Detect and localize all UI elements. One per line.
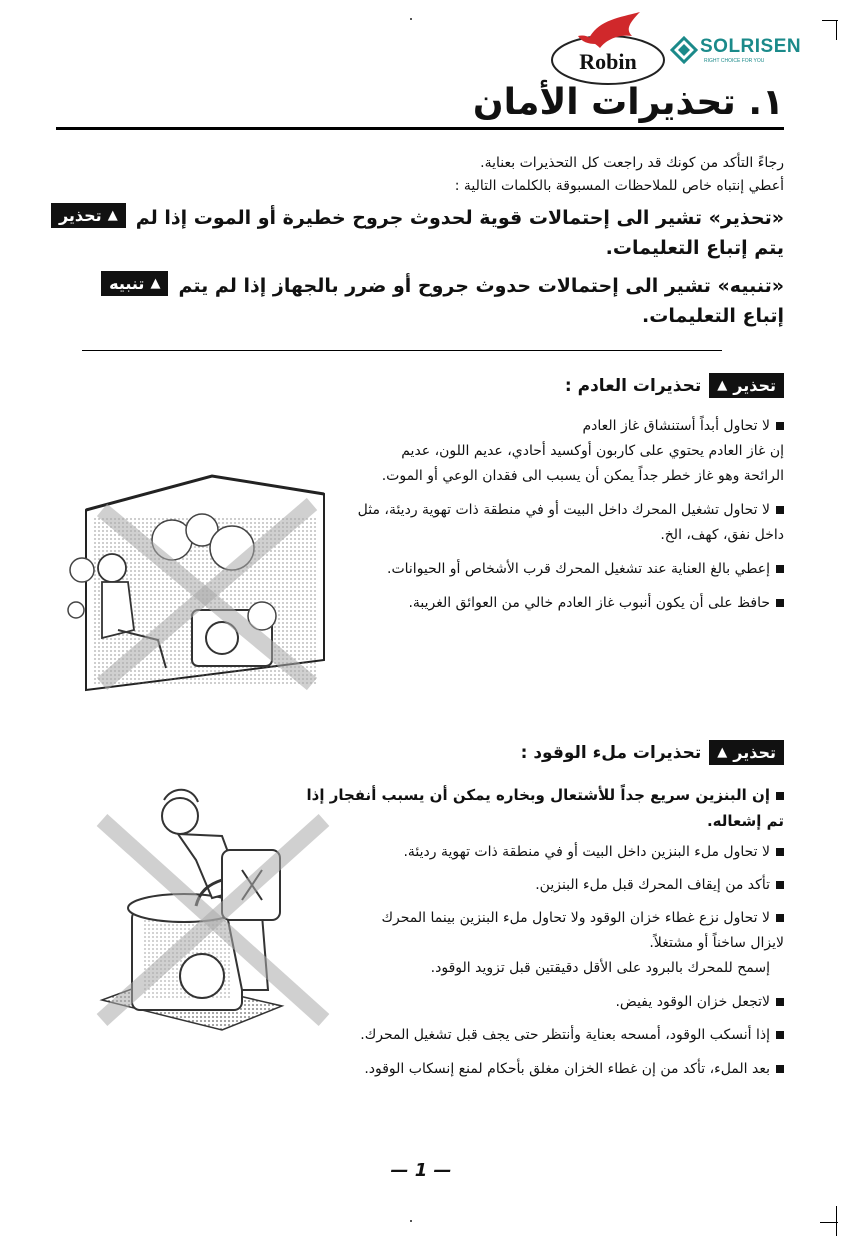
robin-logo-text: Robin — [579, 49, 637, 74]
bullet-square-icon — [776, 565, 784, 573]
exhaust-item-3: إعطي بالغ العناية عند تشغيل المحرك قرب الأشخاص أو الحيوانات. — [387, 557, 784, 582]
page-number: — 1 — — [390, 1160, 452, 1181]
fuel-item-6: إذا أنسكب الوقود، أمسحه بعناية وأنتظر حتى يجف قبل تشغيل المحرك. — [360, 1023, 784, 1048]
definition-caution-text — [178, 271, 784, 331]
fuel-warning-illustration — [92, 780, 332, 1032]
section-divider — [82, 350, 722, 351]
definition-caution-line-2: إتباع التعليمات. — [642, 305, 784, 327]
bullet-square-icon — [776, 1031, 784, 1039]
definition-warning-line-1: «تحذير» تشير الى إحتمالات قوية لحدوث جروح خطيرة أو الموت إذا لم — [135, 207, 784, 229]
bullet-square-icon — [776, 506, 784, 514]
fuel-section-title: : تحذيرات ملء الوقود — [520, 742, 702, 763]
intro-line-2: أعطي إنتباه خاص للملاحظات المسبوقة بالكلمات التالية : — [454, 178, 784, 194]
fuel-item-7: بعد الملء، تأكد من إن غطاء الخزان مغلق بأحكام لمنع إنسكاب الوقود. — [364, 1057, 784, 1082]
warning-triangle-icon: ▲ — [107, 208, 118, 223]
exhaust-section-heading — [565, 373, 784, 398]
bullet-square-icon — [776, 998, 784, 1006]
fuel-item-1: إن البنزين سريع جداً للأشتعال وبخاره يمكن أن يسبب أنفجار إذا تم إشعاله. — [306, 786, 784, 830]
robin-logo — [548, 10, 668, 88]
warning-triangle-icon: ▲ — [717, 745, 728, 760]
definition-caution — [101, 271, 784, 331]
warning-label: ▲ تحذير — [51, 203, 126, 228]
intro-text — [455, 152, 784, 198]
fuel-item-5: لاتجعل خزان الوقود يفيض. — [615, 990, 784, 1015]
crop-mark-bottom-right-v — [836, 1206, 837, 1236]
exhaust-item-2: لا تحاول تشغيل المحرك داخل البيت أو في منطقة ذات تهوية رديئة، مثل داخل نفق، كهف، الخ. — [357, 502, 784, 543]
exhaust-warning-illustration — [62, 470, 328, 696]
caution-label: ▲ تنبيه — [101, 271, 168, 296]
exhaust-warning-label: ▲ تحذير — [709, 373, 784, 398]
crop-mark-bottom-right-h — [820, 1222, 838, 1223]
crop-mark-top-right-v — [836, 20, 837, 40]
definition-warning-line-2: يتم إتباع التعليمات. — [605, 237, 784, 259]
bullet-square-icon — [776, 422, 784, 430]
fuel-item-4: لا تحاول نزع غطاء خزان الوقود ولا تحاول ملء البنزين بينما المحرك لايزال ساخناً أو مشتغلاً. إسمح للمحرك بالبرود على الأقل دقيقتين قبل تزويد الوقود. — [381, 910, 784, 976]
solrisen-tagline: RIGHT CHOICE FOR YOU — [704, 58, 765, 64]
solrisen-logo — [670, 34, 830, 74]
bullet-square-icon — [776, 792, 784, 800]
definition-warning-text — [136, 203, 784, 263]
fuel-warning-label: ▲ تحذير — [709, 740, 784, 765]
fuel-item-3: تأكد من إيقاف المحرك قبل ملء البنزين. — [535, 873, 784, 898]
definition-caution-line-1: «تنبيه» تشير الى إحتمالات حدوث جروح أو ضرر بالجهاز إذا لم يتم — [178, 275, 784, 297]
warning-triangle-icon: ▲ — [717, 378, 728, 393]
exhaust-item-4: حافظ على أن يكون أنبوب غاز العادم خالي من العوائق الغريبة. — [408, 591, 784, 616]
exhaust-section-title: : تحذيرات العادم — [564, 375, 702, 396]
fuel-item-2: لا تحاول ملء البنزين داخل البيت أو في منطقة ذات تهوية رديئة. — [403, 840, 784, 865]
bullet-square-icon — [776, 914, 784, 922]
bullet-square-icon — [776, 1065, 784, 1073]
title-divider — [56, 127, 784, 130]
registration-dot — [410, 18, 412, 20]
intro-line-1: رجاءً التأكد من كونك قد راجعت كل التحذيرات بعناية. — [480, 155, 784, 171]
bullet-square-icon — [776, 599, 784, 607]
registration-dot — [410, 1220, 412, 1222]
fuel-section-heading — [521, 740, 784, 765]
definition-warning — [51, 203, 784, 263]
warning-triangle-icon: ▲ — [150, 276, 161, 291]
page-title: ١. تحذيرات الأمان — [472, 82, 784, 123]
bullet-square-icon — [776, 881, 784, 889]
bullet-square-icon — [776, 848, 784, 856]
solrisen-logo-text: SOLRISEN — [700, 36, 802, 57]
exhaust-item-1: لا تحاول أبداً أستنشاق غاز العادم إن غاز العادم يحتوي على كاربون أوكسيد أحادي، عديم اللون، عديم الرائحة وهو غاز خطر جداً يمكن أن يسبب الى فقدان الوعي أو الموت. — [381, 418, 784, 484]
